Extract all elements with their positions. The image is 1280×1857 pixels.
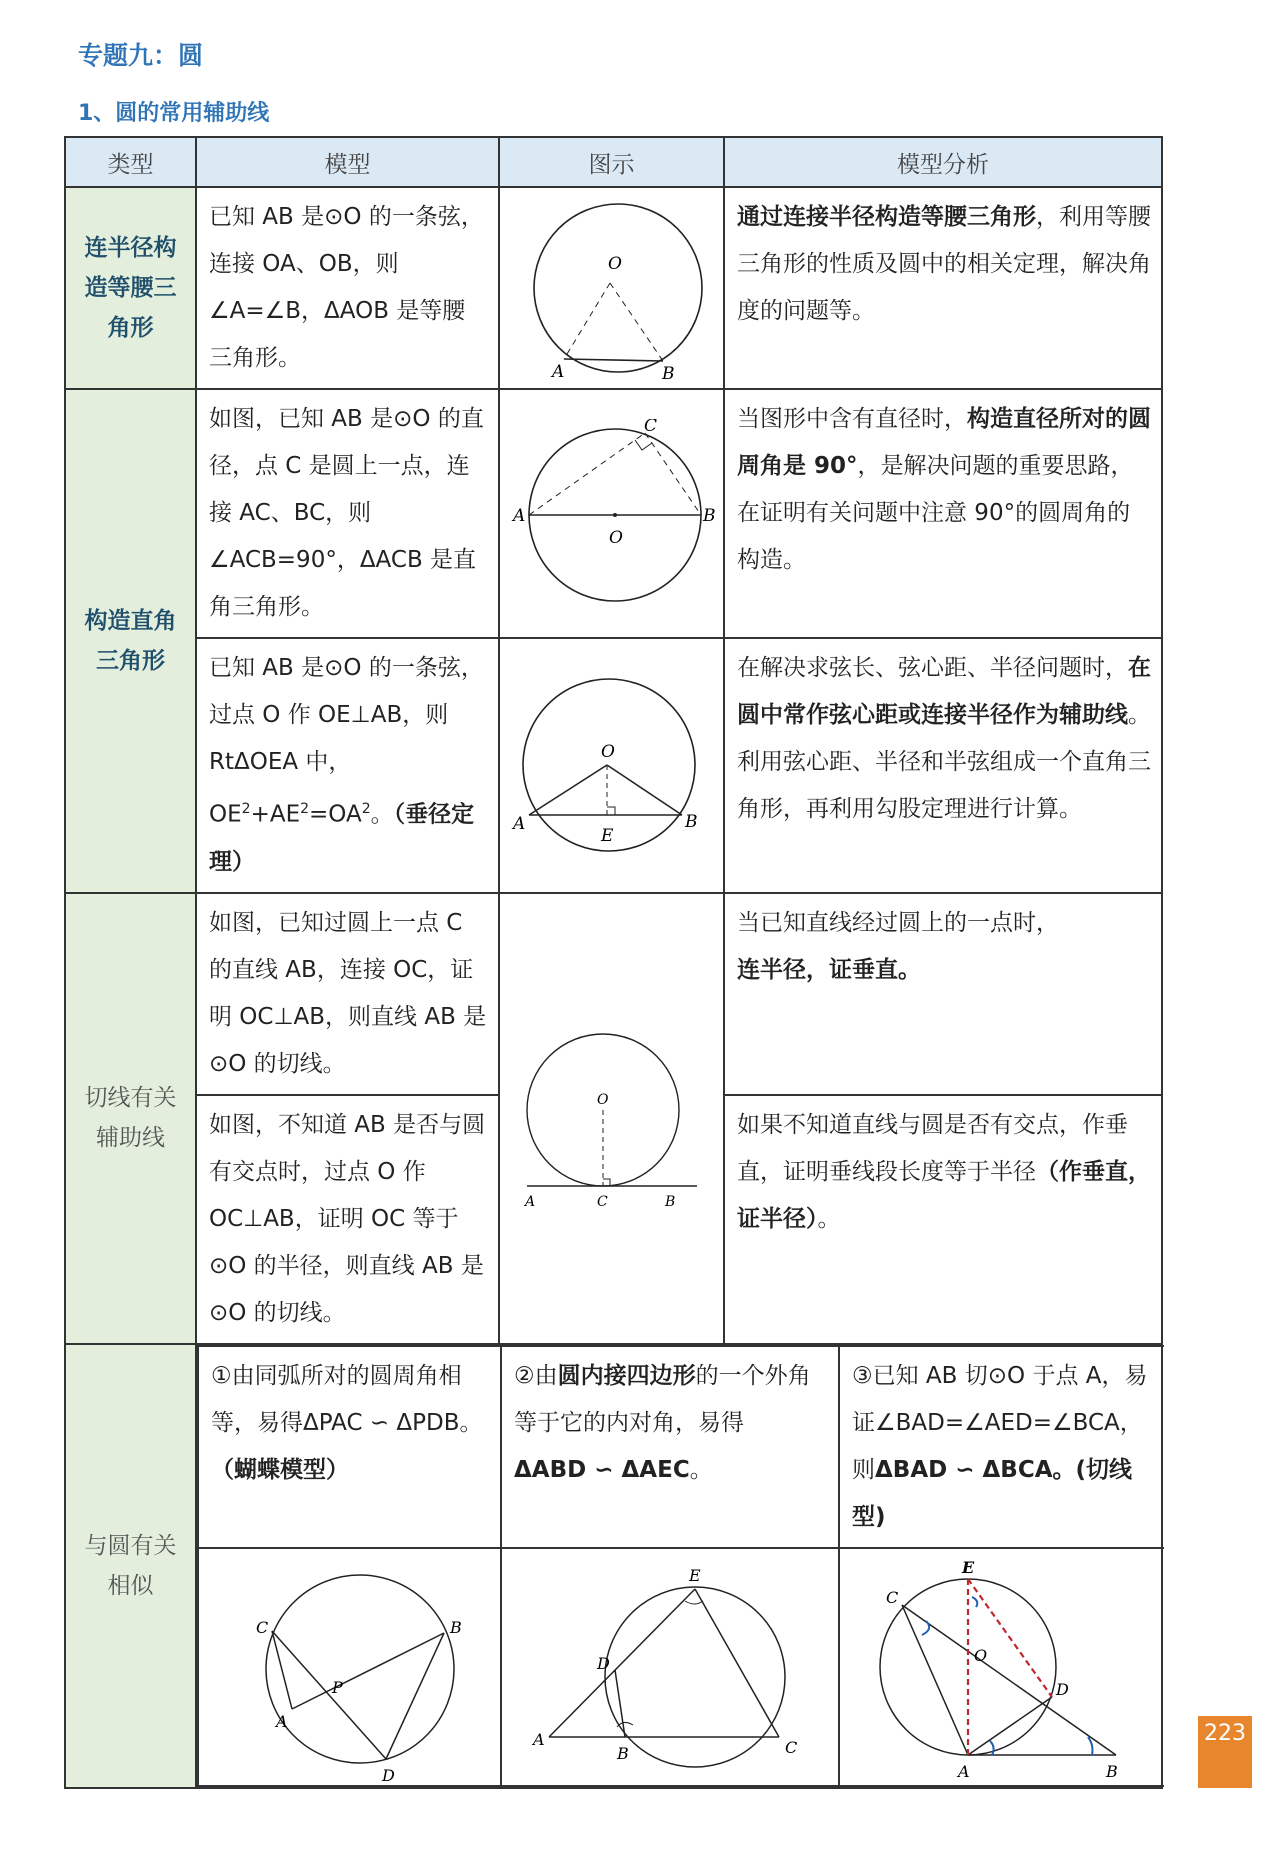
butterfly-figure [200, 1549, 500, 1785]
tangent-circle-figure [507, 1008, 717, 1228]
circle [880, 1579, 1056, 1755]
radius-ob [610, 283, 663, 361]
label-c: C [886, 1587, 899, 1607]
label-c: C [596, 1194, 608, 1211]
analysis-cell [724, 389, 1162, 638]
table-header-row [65, 137, 1162, 187]
figure-2-cell [501, 1548, 839, 1786]
figure-cell [499, 187, 724, 389]
radius-oa [564, 283, 610, 359]
red-dashed-ed [968, 1579, 1052, 1697]
label-b: B [684, 812, 697, 833]
analysis-text: 在解决求弦长、弦心距、半径问题时，在圆中常作弦心距或连接半径作为辅助线。利用弦心距、半径和半弦组成一个直角三角形，再利用勾股定理进行计算。 [737, 655, 1151, 822]
label-o: O [596, 1092, 608, 1109]
figure-1-cell [198, 1548, 501, 1786]
model-text: 如图，不知道 AB 是否与圆有交点时，过点 O 作 OC⊥AB，证明 OC 等于⊙O 的半径，则直线 AB 是⊙O 的切线。 [209, 1111, 486, 1326]
blue-angle-a [990, 1741, 994, 1755]
header-analysis: 模型分析 [724, 137, 1162, 187]
segment-bd [386, 1633, 444, 1759]
type-cell [65, 893, 196, 1344]
model-1-cell [198, 1346, 501, 1548]
segment-ad [968, 1697, 1052, 1755]
chord-ab [564, 359, 663, 361]
label-d: D [1056, 1679, 1069, 1699]
label-b: B [661, 364, 674, 381]
diameter-circle-figure [507, 419, 717, 609]
analysis-cell [724, 1095, 1162, 1344]
analysis-text: 当图形中含有直径时，构造直径所对的圆周角是 90°，是解决问题的重要思路，在证明有关问题中注意 90°的圆周角的构造。 [737, 406, 1151, 573]
isosceles-circle-figure [512, 195, 712, 381]
blue-angle-e [972, 1597, 977, 1607]
type-label: 连半径构造等腰三角形 [84, 235, 177, 341]
label-b: B [702, 505, 715, 526]
auxiliary-line-table [64, 136, 1163, 1789]
section-subtitle: 1、圆的常用辅助线 [78, 101, 270, 126]
label-d: D [597, 1653, 610, 1673]
label-e: E [962, 1557, 975, 1577]
blue-angle-b [1088, 1737, 1093, 1755]
label-o: O [607, 254, 622, 274]
header-figure: 图示 [499, 137, 724, 187]
table-row [65, 389, 1162, 638]
type-label: 切线有关辅助线 [84, 1085, 177, 1152]
label-e: E [689, 1565, 701, 1585]
analysis-text: 如果不知道直线与圆是否有交点，作垂直，证明垂线段长度等于半径（作垂直，证半径）。 [737, 1111, 1151, 1232]
header-type: 类型 [65, 137, 196, 187]
label-o: O [974, 1645, 988, 1665]
similarity-cell [196, 1344, 1162, 1788]
label-c: C [255, 1617, 268, 1637]
label-a: A [512, 505, 525, 526]
label-b: B [617, 1743, 629, 1763]
analysis-cell [724, 638, 1162, 893]
radius-ob [607, 765, 682, 815]
label-d: D [381, 1765, 395, 1785]
model-cell [196, 1095, 499, 1344]
model-3-cell [839, 1346, 1164, 1548]
label-a: A [958, 1761, 970, 1781]
right-angle-mark [603, 1179, 610, 1186]
chord-bc [645, 433, 701, 515]
label-c: C [643, 418, 657, 436]
model-3-text: ③已知 AB 切⊙O 于点 A，易证∠BAD=∠AED=∠BCA，则ΔBAD ∽ ΔBCA。(切线型) [852, 1362, 1148, 1530]
right-angle-mark [607, 807, 615, 815]
segment-ab [292, 1633, 444, 1709]
blue-angle-c [922, 1621, 929, 1635]
label-o: O [600, 742, 615, 763]
model-2-text: ②由圆内接四边形的一个外角等于它的内对角，易得 ΔABD ∽ ΔAEC。 [514, 1362, 811, 1483]
page-title: 专题九：圆 [78, 41, 204, 70]
model-cell [196, 389, 499, 638]
header-model: 模型 [196, 137, 499, 187]
label-a: A [551, 362, 564, 381]
type-cell [65, 1344, 196, 1788]
label-e: E [600, 826, 613, 847]
label-p: P [331, 1677, 343, 1697]
analysis-cell [724, 893, 1162, 1095]
model-cell [196, 893, 499, 1095]
label-b: B [1106, 1761, 1118, 1781]
table-row [65, 638, 1162, 893]
circle [266, 1575, 454, 1763]
segment-cb [902, 1605, 1116, 1755]
type-label: 与圆有关相似 [84, 1532, 177, 1599]
label-b: B [664, 1194, 675, 1211]
figure-cell [499, 893, 724, 1344]
tangent-similarity-figure [842, 1549, 1162, 1785]
table-row [65, 893, 1162, 1095]
chord-ac [529, 433, 645, 515]
analysis-cell [724, 187, 1162, 389]
perpendicular-chord-figure [507, 669, 717, 861]
model-text: 已知 AB 是⊙O 的一条弦，连接 OA、OB，则∠A=∠B，ΔAOB 是等腰三角形。 [209, 204, 484, 371]
model-text: 如图，已知 AB 是⊙O 的直径，点 C 是圆上一点，连接 AC、BC，则∠ACB=90°，ΔACB 是直角三角形。 [209, 406, 484, 620]
similarity-subtable [197, 1345, 1164, 1787]
type-label: 构造直角三角形 [84, 607, 177, 674]
label-a: A [533, 1729, 545, 1749]
table-row [65, 1344, 1162, 1788]
analysis-text: 通过连接半径构造等腰三角形，利用等腰三角形的性质及圆中的相关定理，解决角度的问题等。 [737, 204, 1151, 324]
model-cell [196, 187, 499, 389]
label-a: A [275, 1711, 288, 1731]
figure-3-cell [839, 1548, 1164, 1786]
radius-oa [529, 765, 607, 815]
model-text: 如图，已知过圆上一点 C 的直线 AB，连接 OC，证明 OC⊥AB，则直线 AB 是⊙O 的切线。 [209, 909, 487, 1077]
type-cell [65, 389, 196, 893]
label-a: A [524, 1194, 535, 1211]
type-cell [65, 187, 196, 389]
circle [534, 204, 702, 372]
model-2-cell [501, 1346, 839, 1548]
right-angle-mark [635, 440, 652, 450]
circle [605, 1587, 785, 1767]
model-cell [196, 638, 499, 893]
page-number-badge: 223 [1198, 1716, 1252, 1788]
model-text: 已知 AB 是⊙O 的一条弦，过点 O 作 OE⊥AB，则 RtΔOEA 中，$OE^2+AE^2=OA^2$。（垂径定理） [209, 655, 484, 875]
label-b: B [449, 1617, 462, 1637]
label-a: A [512, 814, 525, 835]
center-dot [613, 513, 617, 517]
segment-ec [695, 1589, 779, 1737]
label-o: O [608, 527, 623, 548]
figure-cell [499, 638, 724, 893]
analysis-text: 当已知直线经过圆上的一点时， 连半径，证垂直。 [737, 909, 1059, 983]
model-1-text: ①由同弧所对的圆周角相等，易得ΔPAC ∽ ΔPDB。（蝴蝶模型） [211, 1362, 483, 1483]
label-c: C [785, 1737, 798, 1757]
figure-cell [499, 389, 724, 638]
table-row [65, 187, 1162, 389]
angle-mark-e [685, 1601, 703, 1604]
cyclic-quad-figure [505, 1549, 835, 1785]
